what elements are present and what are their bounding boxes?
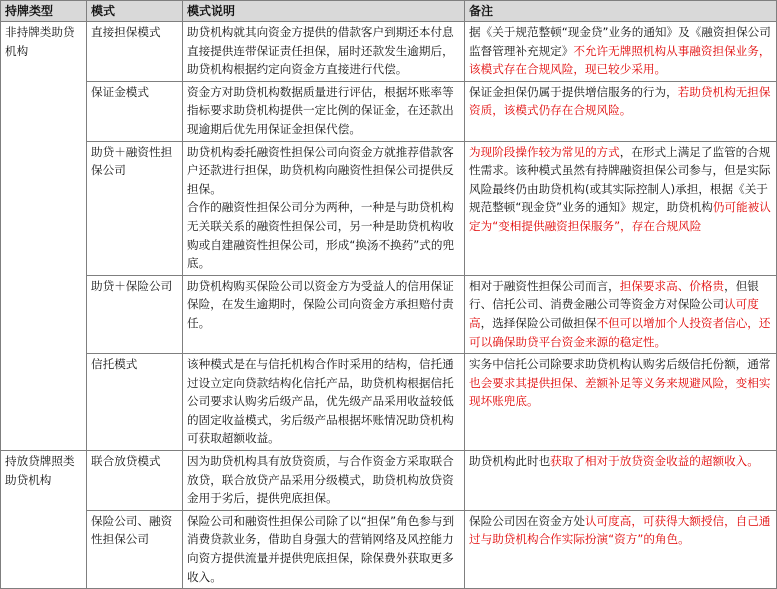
- table-row: [1, 81, 777, 141]
- table-row: [1, 22, 777, 82]
- description-paragraph: 保险公司和融资性担保公司除了以“担保”角色参与到消费贷款业务，借助自身强大的营销网络及风控能力向资方提供流量并提供兜底担保，除保费外获取更多收入。: [187, 513, 455, 584]
- remark-text: ，但银行、信托公司、消费金融公司等资金方对保险公司: [469, 278, 759, 312]
- remark-text: 相对于融资性担保公司而言，: [469, 278, 620, 293]
- remark-cell: [465, 354, 777, 451]
- license-type-cell: 非持牌类助贷机构: [1, 22, 87, 451]
- remark-highlight: 若助贷机构无担保资质，该模式仍存在合规风险。: [469, 84, 771, 118]
- description-paragraph: 该种模式是在与信托机构合作时采用的结构，信托通过设立定向贷款结构化信托产品，助贷机构根据信托公司要求认购劣后级产品，优先级产品采用收益较低的固定收益模式，劣后级产品根据坏账情况助贷机构可获取超额收益。: [187, 357, 454, 446]
- table-row: [1, 141, 777, 275]
- description-paragraph: 资金方对助贷机构数据质量进行评估，根据坏账率等指标要求助贷机构提供一定比例的保证金，在还款出现逾期后优先用保证金担保代偿。: [187, 84, 454, 136]
- description-paragraph: 因为助贷机构具有放贷资质，与合作资金方采取联合放贷，联合放贷产品采用分级模式，助贷机构放贷资金用于劣后，提供兜底担保。: [187, 454, 454, 506]
- remark-text: ，选择保险公司做担保: [480, 315, 597, 330]
- mode-cell: 助贷＋融资性担保公司: [87, 141, 183, 275]
- description-cell: [183, 22, 465, 82]
- mode-cell: 联合放贷模式: [87, 451, 183, 511]
- header-mode: 模式: [87, 1, 183, 22]
- remark-highlight: 为现阶段操作较为常见的方式: [469, 144, 620, 159]
- mode-cell: 直接担保模式: [87, 22, 183, 82]
- remark-highlight: 不但可以增加个人投资者信心，还可以确保助贷平台资金来源的稳定性。: [469, 315, 771, 349]
- description-cell: [183, 354, 465, 451]
- license-type-cell: 持放贷牌照类助贷机构: [1, 451, 87, 589]
- remark-cell: [465, 81, 777, 141]
- description-paragraph: 助贷机构委托融资性担保公司向资金方就推荐借款客户还款进行担保，助贷机构向融资性担保公司提供反担保。: [187, 144, 454, 196]
- remark-highlight: 不允许无牌照机构从事融资担保业务，该模式存在合规风险，现已较少采用。: [469, 43, 771, 77]
- table-row: [1, 275, 777, 353]
- remark-text: 保险公司因在资金方处: [469, 513, 585, 528]
- remark-highlight: 担保要求高、价格贵: [619, 278, 725, 293]
- description-cell: [183, 81, 465, 141]
- remark-cell: [465, 141, 777, 275]
- description-cell: [183, 141, 465, 275]
- header-row: [1, 1, 777, 22]
- remark-highlight: 认可度高: [469, 297, 759, 330]
- remark-text: 实务中信托公司除要求助贷机构认购劣后级信托份额，通常: [469, 357, 771, 372]
- description-cell: [183, 510, 465, 588]
- table-row: [1, 354, 777, 451]
- header-remarks: 备注: [465, 1, 777, 22]
- remark-highlight: 仍可能被认定为“变相提供融资担保服务”，存在合规风险: [469, 200, 771, 233]
- header-mode-description: 模式说明: [183, 1, 465, 22]
- description-paragraph: 助贷机构购买保险公司以资金方为受益人的信用保证保险，在发生逾期时，保险公司向资金方承担赔付责任。: [187, 278, 454, 330]
- remark-cell: [465, 275, 777, 353]
- remark-highlight: 认可度高，可获得大额授信，自己通过与助贷机构合作实际扮演“资方”的角色。: [469, 513, 771, 547]
- remark-text: 助贷机构此时也: [469, 454, 551, 469]
- remark-text: 据《关于规范整顿“现金贷”业务的通知》及《融资担保公司监督管理补充规定》: [469, 25, 771, 58]
- remark-cell: [465, 22, 777, 82]
- remark-text: 保证金担保仍属于提供增信服务的行为，: [469, 84, 678, 99]
- mode-cell: 信托模式: [87, 354, 183, 451]
- description-paragraph: 助贷机构就其向资金方提供的借款客户到期还本付息直接提供连带保证责任担保，届时还款发生逾期后，助贷机构根据约定向资金方直接进行代偿。: [187, 25, 454, 77]
- remark-text: ，在形式上满足了监管的合规性需求。该种模式虽然有持牌融资担保公司参与，但是实际风险最终仍由助贷机构(或其实际控制人)承担，根据《关于规范整顿“现金贷”业务的通知》规定，助贷机构: [469, 144, 771, 215]
- remark-cell: [465, 451, 777, 511]
- table-row: [1, 451, 777, 511]
- remark-highlight: 也会要求其提供担保、差额补足等义务来规避风险，变相实现坏账兜底。: [469, 375, 771, 409]
- mode-cell: 保证金模式: [87, 81, 183, 141]
- mode-cell: 保险公司、融资性担保公司: [87, 510, 183, 588]
- remark-cell: [465, 510, 777, 588]
- table-row: [1, 510, 777, 588]
- description-paragraph: 合作的融资性担保公司分为两种，一种是与助贷机构无关联关系的融资性担保公司，另一种是助贷机构收购或自建融资性担保公司，形成“换汤不换药”式的兜底。: [187, 200, 455, 271]
- remark-highlight: 获取了相对于放贷资金收益的超额收入。: [550, 454, 759, 469]
- mode-cell: 助贷＋保险公司: [87, 275, 183, 353]
- description-cell: [183, 451, 465, 511]
- header-license-type: 持牌类型: [1, 1, 87, 22]
- description-cell: [183, 275, 465, 353]
